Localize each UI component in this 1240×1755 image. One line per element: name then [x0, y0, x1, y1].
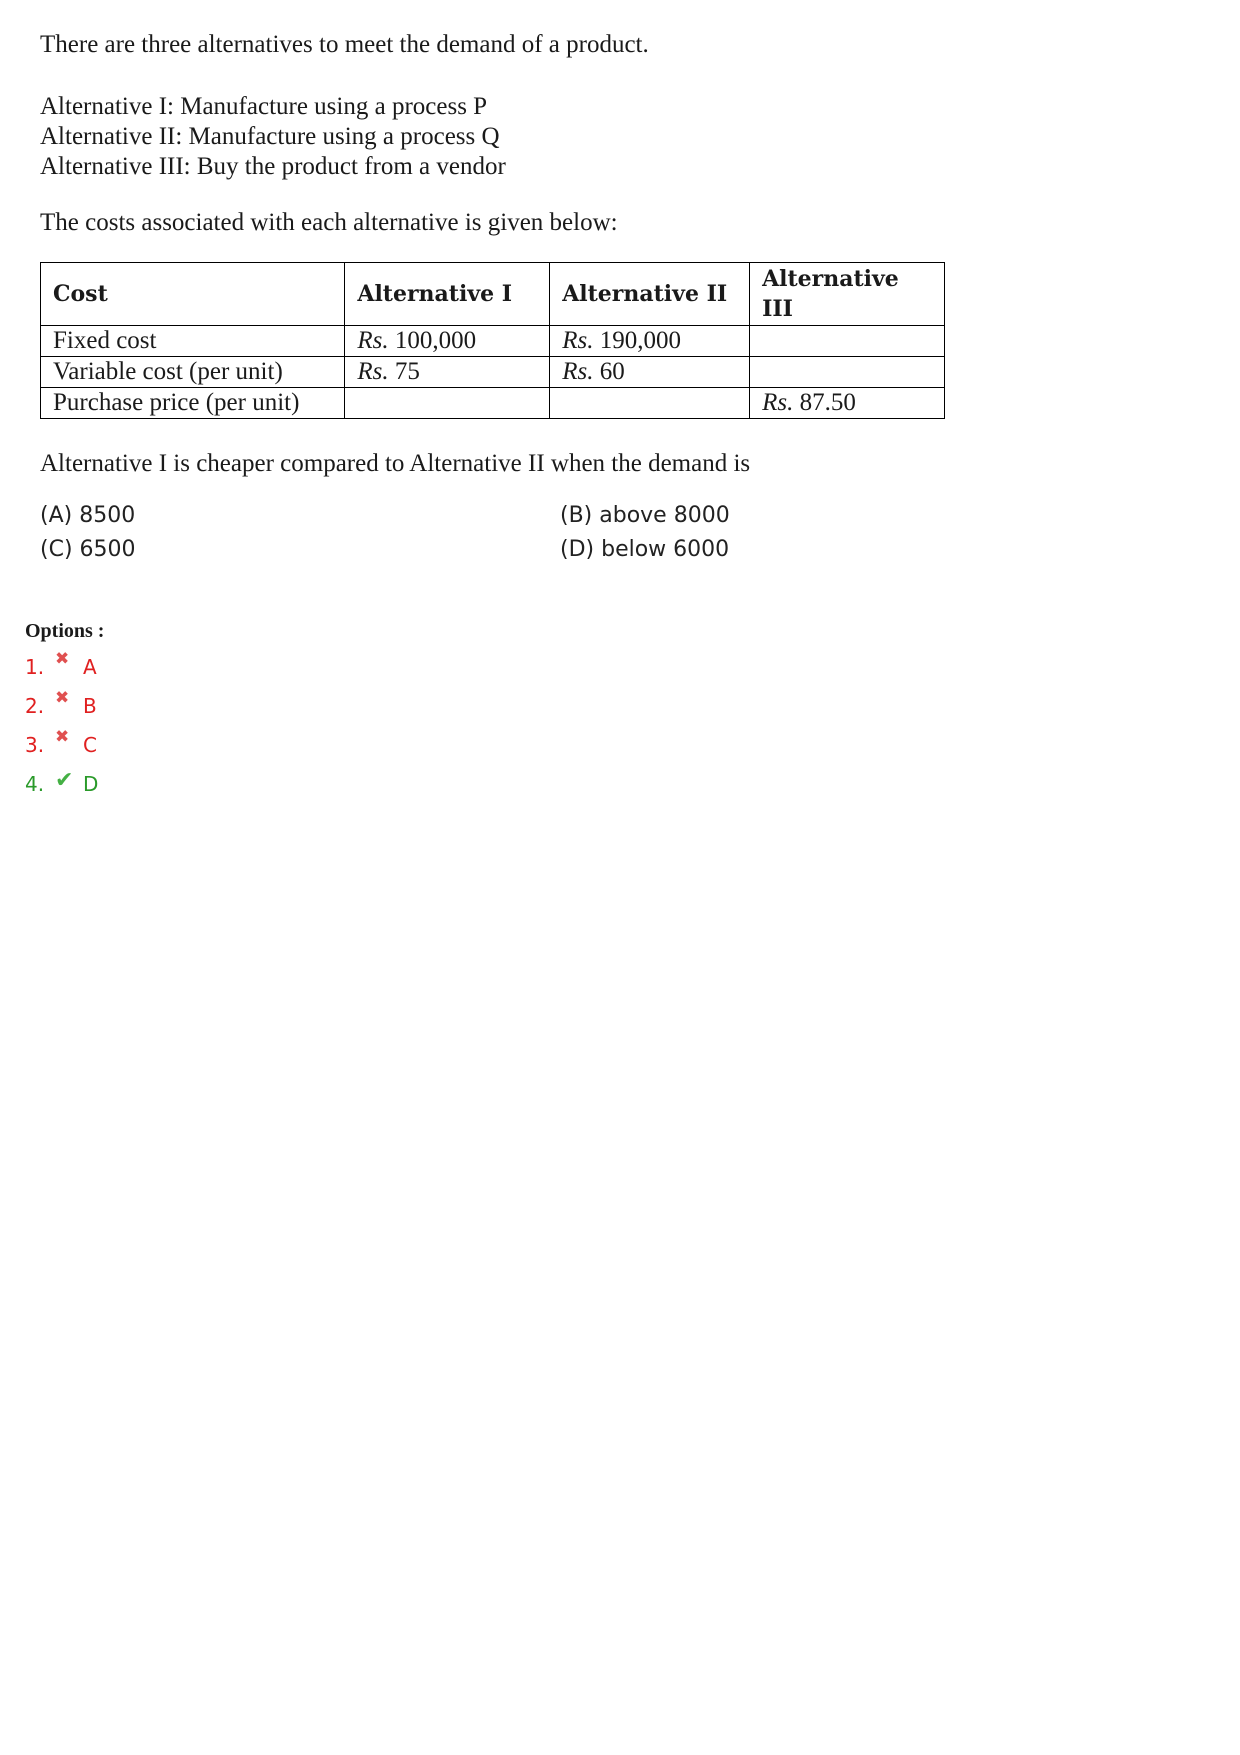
cell-value: 75 — [388, 358, 420, 385]
cell-alt2 — [550, 388, 750, 419]
choice-c: (C) 6500 — [40, 537, 136, 562]
question-stem: Alternative I is cheaper compared to Alternative II when the demand is — [40, 450, 751, 477]
header-alternative-3: Alternative III — [750, 263, 945, 326]
cell-alt3 — [750, 388, 945, 419]
currency-prefix: Rs. — [357, 358, 389, 385]
choice-b: (B) above 8000 — [560, 503, 730, 528]
row-label: Fixed cost — [41, 326, 345, 357]
alternatives-list — [40, 92, 1040, 182]
cell-alt1 — [345, 388, 550, 419]
option-text: D — [83, 772, 99, 796]
option-number: 2. — [25, 694, 45, 718]
cell-value: 60 — [593, 358, 625, 385]
options-label: Options : — [25, 620, 105, 642]
cost-table — [40, 262, 945, 419]
table-intro: The costs associated with each alternative is given below: — [40, 209, 618, 236]
choice-d: (D) below 6000 — [560, 537, 730, 562]
header-alternative-1: Alternative I — [345, 263, 550, 326]
option-number: 1. — [25, 655, 45, 679]
header-alternative-2: Alternative II — [550, 263, 750, 326]
cell-alt3 — [750, 326, 945, 357]
choice-a: (A) 8500 — [40, 503, 136, 528]
option-text: C — [83, 733, 97, 757]
question-intro: There are three alternatives to meet the demand of a product. — [40, 31, 649, 58]
alternative-1-line: Alternative I: Manufacture using a process P — [40, 93, 488, 120]
cell-alt3 — [750, 357, 945, 388]
cell-value: 100,000 — [388, 327, 477, 354]
option-text: B — [83, 694, 97, 718]
option-number: 3. — [25, 733, 45, 757]
cell-alt2 — [550, 326, 750, 357]
cross-icon: ✖ — [55, 688, 70, 708]
option-number: 4. — [25, 772, 45, 796]
cell-alt2 — [550, 357, 750, 388]
option-text: A — [83, 655, 97, 679]
table-row — [41, 326, 945, 357]
options-block — [25, 620, 104, 811]
row-label: Purchase price (per unit) — [41, 388, 345, 419]
alternative-3-line: Alternative III: Buy the product from a vendor — [40, 153, 506, 180]
question-block — [40, 30, 1040, 565]
option-item[interactable] — [25, 768, 104, 811]
currency-prefix: Rs. — [562, 327, 594, 354]
currency-prefix: Rs. — [762, 389, 794, 416]
row-label: Variable cost (per unit) — [41, 357, 345, 388]
table-header-row — [41, 263, 945, 326]
table-row — [41, 357, 945, 388]
currency-prefix: Rs. — [357, 327, 389, 354]
check-icon: ✔ — [55, 768, 74, 793]
alternative-2-line: Alternative II: Manufacture using a process Q — [40, 123, 500, 150]
option-item[interactable] — [25, 727, 104, 772]
answer-choices — [40, 501, 1040, 565]
cross-icon: ✖ — [55, 727, 70, 747]
currency-prefix: Rs. — [562, 358, 594, 385]
header-cost: Cost — [41, 263, 345, 326]
cell-value: 190,000 — [593, 327, 681, 354]
cell-value: 87.50 — [793, 389, 856, 416]
cross-icon: ✖ — [55, 649, 70, 669]
table-row — [41, 388, 945, 419]
cell-alt1 — [345, 326, 550, 357]
cell-alt1 — [345, 357, 550, 388]
